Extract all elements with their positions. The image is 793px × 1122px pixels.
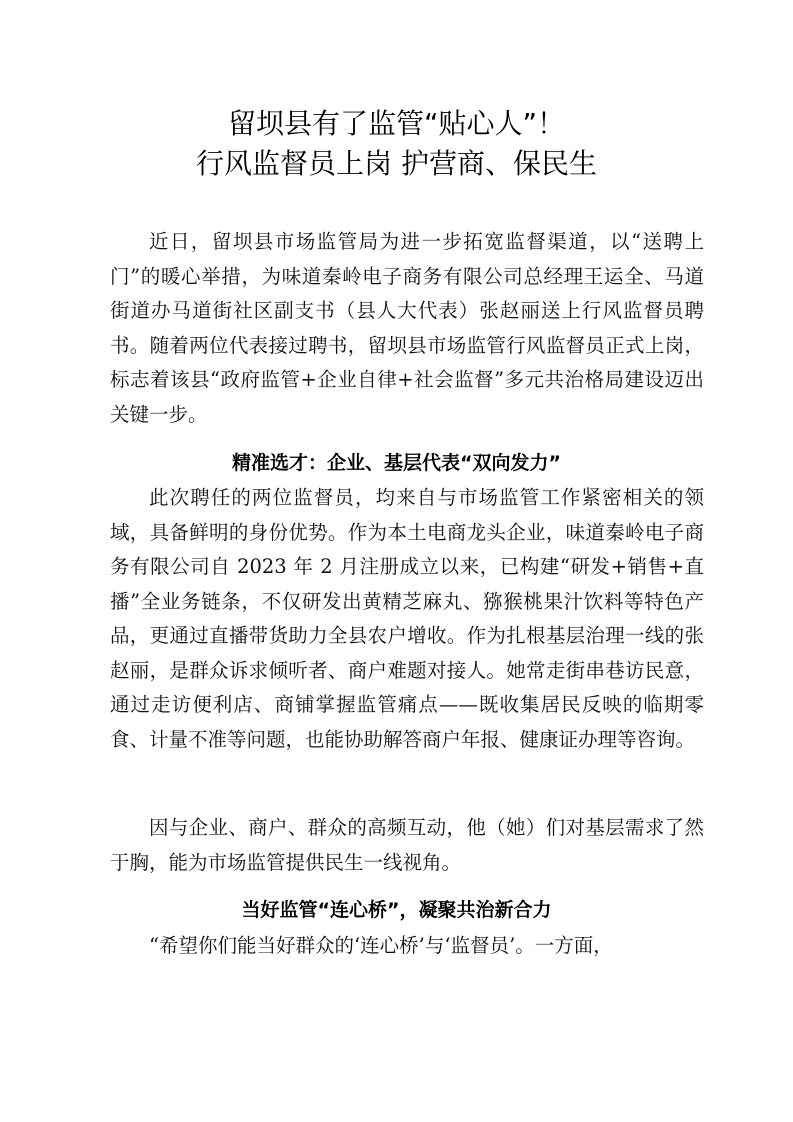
paragraph-quote-text: “希望你们能当好群众的‘连心桥’与‘监督员’。一方面， [149,934,613,957]
article-title-line-2: 行风监督员上岗 护营商、保民生 [196,147,597,180]
paragraph-interaction-text: 因与企业、商户、群众的高频互动，他（她）们对基层需求了然于胸，能为市场监管提供民生一线视角。 [110,816,704,874]
article-title-line-1: 留坝县有了监管“贴心人”！ [227,107,565,140]
paragraph-quote [110,929,704,964]
paragraph-intro-text: 近日，留坝县市场监管局为进一步拓宽监督渠道，以“送聘上门”的暖心举措，为味道秦岭电子商务有限公司总经理王运全、马道街道办马道街社区副支书（县人大代表）张赵丽送上行风监督员聘书。随着两位代表接过聘书，留坝县市场监管行风监督员正式上岗，标志着该县“政府监管+企业自律+社会监督”多元共治格局建设迈出关键一步。 [110,230,704,426]
paragraph-interaction [110,811,704,880]
section-heading-bridge: 当好监管“连心桥”，凝聚共治新合力 [241,899,552,921]
paragraph-intro [110,225,704,432]
section-heading-talent-selection: 精准选才：企业、基层代表“双向发力” [232,452,561,474]
paragraph-supervisors-text: 此次聘任的两位监督员，均来自与市场监管工作紧密相关的领域，具备鲜明的身份优势。作为本土电商龙头企业，味道秦岭电子商务有限公司自 2023 年 2 月注册成立以来，已构建“研发+销售+直播”全业务链条，不仅研发出黄精芝麻丸、猕猴桃果汁饮料等特色产品，更通过直播带货助力全县农户增收。作为扎根基层治理一线的张赵丽，是群众诉求倾听者、商户难题对接人。她常走街串巷访民意，通过走访便利店、商铺掌握监管痛点——既收集居民反映的临期零食、计量不准等问题，也能协助解答商户年报、健康证办理等咨询。 [110,486,704,751]
paragraph-supervisors [110,481,704,757]
